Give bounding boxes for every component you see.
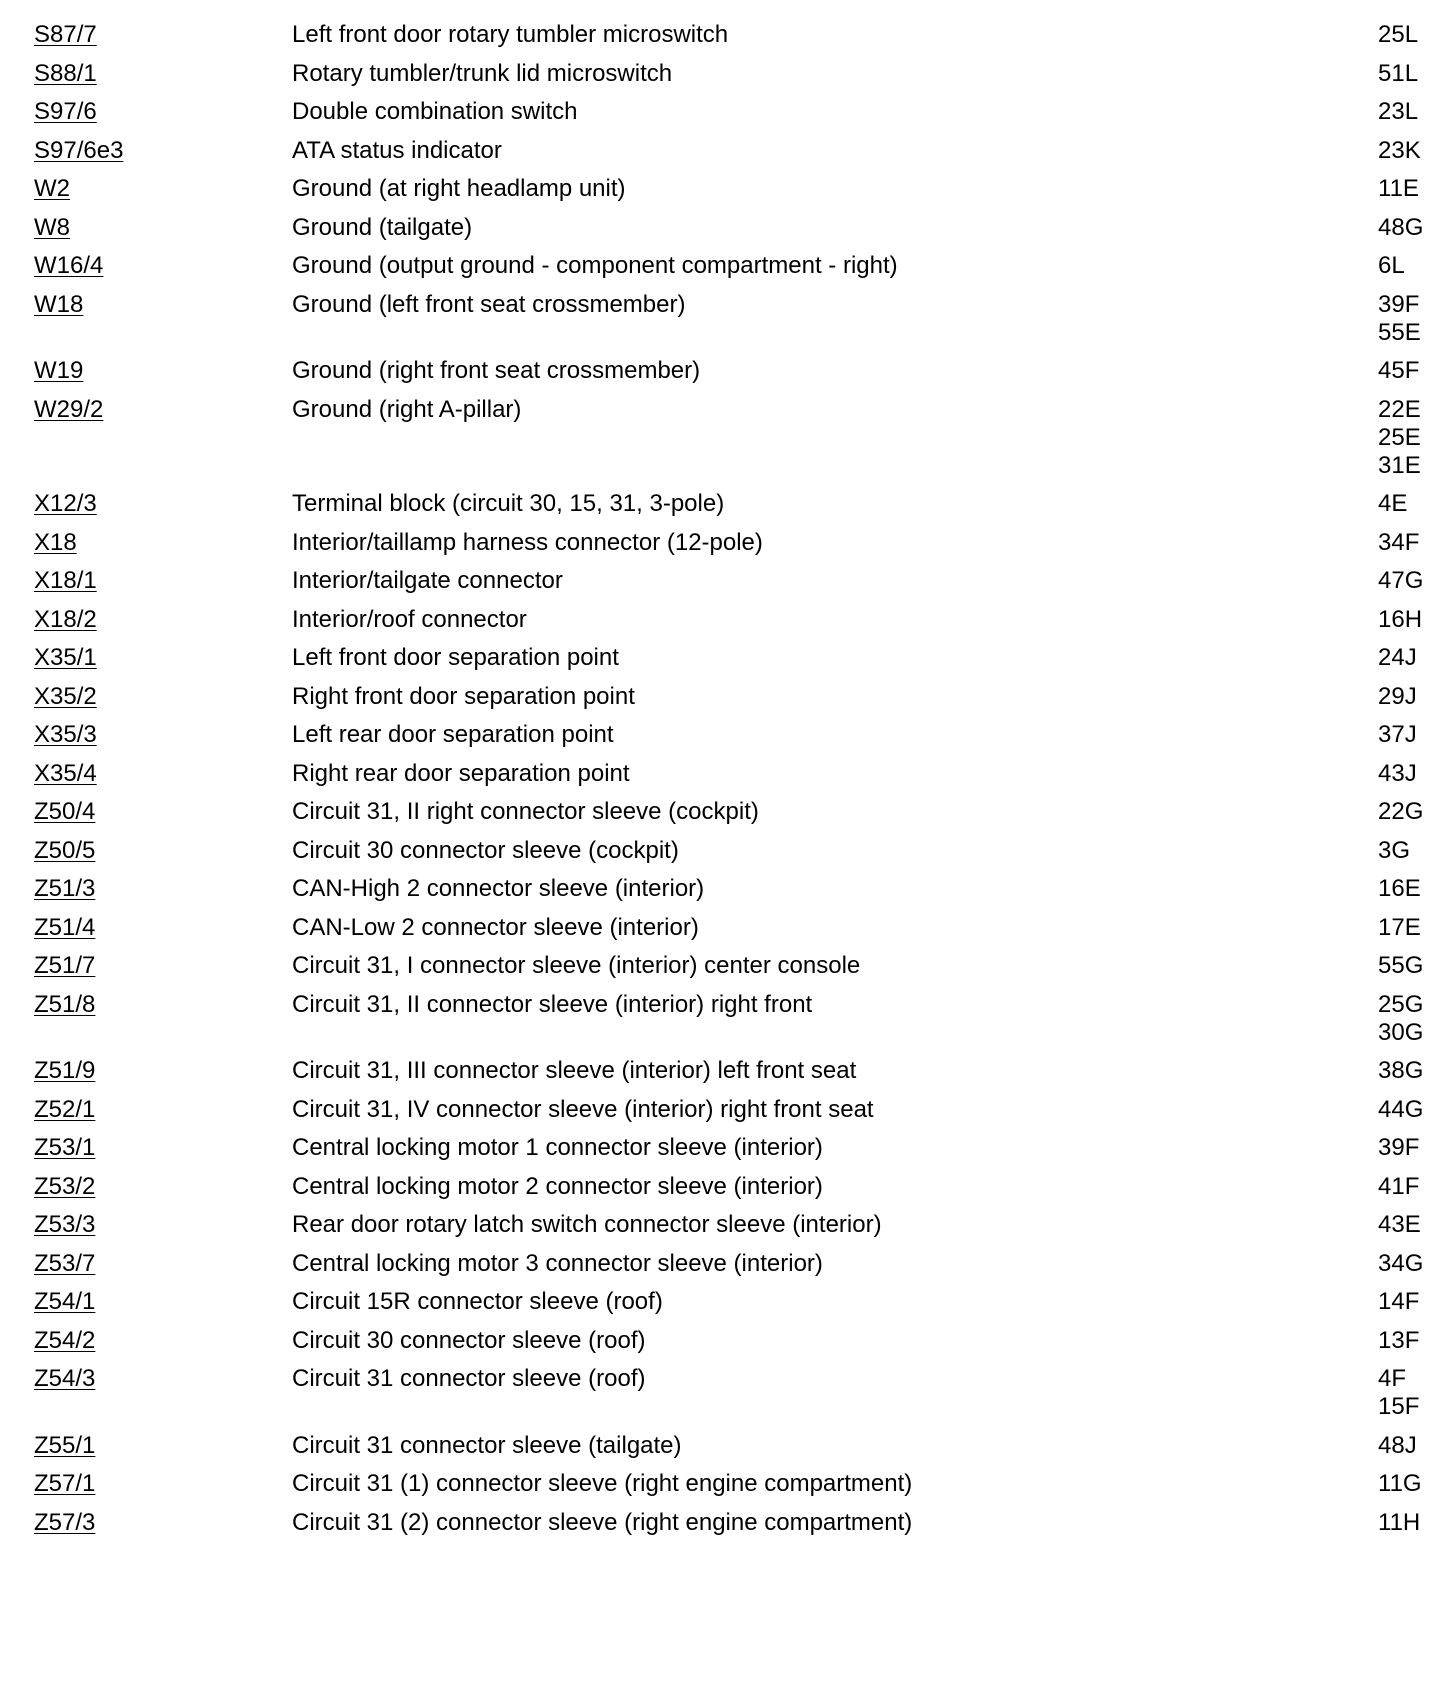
grid-location: 34G <box>1378 1249 1424 1277</box>
component-code-link[interactable]: W19 <box>34 357 84 384</box>
component-description: CAN-High 2 connector sleeve (interior) <box>292 875 705 902</box>
component-code-link[interactable]: Z53/7 <box>34 1249 96 1277</box>
component-code-link[interactable]: X18/1 <box>34 567 97 594</box>
legend-row <box>0 60 1456 99</box>
component-code-link[interactable]: Z51/4 <box>34 913 96 941</box>
grid-location: 51L <box>1378 59 1419 87</box>
component-description: Rotary tumbler/trunk lid microswitch <box>292 59 673 87</box>
grid-location: 14F <box>1378 1288 1420 1315</box>
grid-location: 34F <box>1378 528 1420 556</box>
component-code-link[interactable]: S97/6e3 <box>34 136 124 164</box>
component-description: Central locking motor 1 connector sleeve (interior) <box>292 1134 823 1161</box>
legend-row <box>0 214 1456 253</box>
component-description: Ground (right front seat crossmember) <box>292 357 701 384</box>
component-code-link[interactable]: W18 <box>34 290 84 318</box>
component-code-link[interactable]: Z54/2 <box>34 1326 96 1354</box>
component-code-link[interactable]: Z50/5 <box>34 836 96 864</box>
legend-row <box>0 175 1456 214</box>
grid-location: 6L <box>1378 252 1405 279</box>
legend-row <box>0 798 1456 837</box>
legend-row <box>0 357 1456 396</box>
component-code-link[interactable]: Z54/3 <box>34 1365 96 1392</box>
component-code-link[interactable]: Z53/2 <box>34 1172 96 1200</box>
component-code-link[interactable]: X35/1 <box>34 644 97 671</box>
grid-location-list <box>1378 606 1456 634</box>
legend-row <box>0 683 1456 722</box>
legend-row <box>0 1211 1456 1250</box>
legend-row <box>0 567 1456 606</box>
legend-row <box>0 1096 1456 1135</box>
grid-location-list <box>1378 991 1456 1047</box>
grid-location-list <box>1378 644 1456 672</box>
grid-location-list <box>1378 1211 1456 1239</box>
component-code-link[interactable]: X18 <box>34 528 77 556</box>
grid-location: 29J <box>1378 682 1417 710</box>
grid-location: 44G <box>1378 1095 1424 1123</box>
component-description: Circuit 31 connector sleeve (tailgate) <box>292 1431 682 1459</box>
component-code-link[interactable]: Z57/1 <box>34 1470 96 1497</box>
component-code-link[interactable]: Z53/3 <box>34 1211 96 1238</box>
component-code-link[interactable]: X35/4 <box>34 759 97 787</box>
grid-location: 43E <box>1378 1211 1421 1238</box>
grid-location: 55G <box>1378 952 1424 979</box>
component-code-link[interactable]: Z51/3 <box>34 875 96 902</box>
component-description: Ground (right A-pillar) <box>292 395 522 423</box>
grid-location: 17E <box>1378 913 1421 941</box>
grid-location-list <box>1378 1134 1456 1162</box>
grid-location: 37J <box>1378 721 1417 748</box>
legend-row <box>0 760 1456 799</box>
grid-location-list <box>1378 98 1456 126</box>
component-code-link[interactable]: W29/2 <box>34 395 104 423</box>
component-code-link[interactable]: Z51/7 <box>34 952 96 979</box>
legend-row <box>0 875 1456 914</box>
component-code-link[interactable]: Z51/8 <box>34 990 96 1018</box>
component-description: Circuit 31, III connector sleeve (interior) left front seat <box>292 1057 857 1084</box>
component-code-link[interactable]: W8 <box>34 213 70 241</box>
grid-location: 3G <box>1378 836 1411 864</box>
legend-row <box>0 721 1456 760</box>
grid-location-list <box>1378 21 1456 49</box>
grid-location: 47G <box>1378 567 1424 594</box>
grid-location-list <box>1378 529 1456 557</box>
legend-row <box>0 1134 1456 1173</box>
grid-location: 4F <box>1378 1365 1407 1392</box>
legend-row <box>0 644 1456 683</box>
component-description: Ground (at right headlamp unit) <box>292 175 626 202</box>
component-code-link[interactable]: Z53/1 <box>34 1134 96 1161</box>
component-description: Circuit 30 connector sleeve (cockpit) <box>292 836 679 864</box>
grid-location: 30G <box>1378 1018 1424 1046</box>
component-description: Circuit 31 (2) connector sleeve (right engine compartment) <box>292 1508 913 1536</box>
legend-row <box>0 1470 1456 1509</box>
grid-location: 23K <box>1378 136 1421 164</box>
grid-location-list <box>1378 396 1456 480</box>
legend-row <box>0 837 1456 876</box>
grid-location-list <box>1378 291 1456 347</box>
grid-location: 48G <box>1378 213 1424 241</box>
component-description: Circuit 31, II connector sleeve (interior) right front <box>292 990 813 1018</box>
grid-location-list <box>1378 1173 1456 1201</box>
component-description: Right front door separation point <box>292 682 635 710</box>
grid-location-list <box>1378 798 1456 826</box>
grid-location: 55E <box>1378 318 1421 346</box>
grid-location-list <box>1378 1288 1456 1316</box>
grid-location-list <box>1378 1250 1456 1278</box>
component-description: Ground (tailgate) <box>292 213 473 241</box>
legend-row <box>0 1173 1456 1212</box>
grid-location: 25L <box>1378 21 1419 48</box>
legend-row <box>0 914 1456 953</box>
grid-location-list <box>1378 214 1456 242</box>
grid-location-list <box>1378 721 1456 749</box>
legend-row <box>0 137 1456 176</box>
component-description: Circuit 31, II right connector sleeve (cockpit) <box>292 798 759 825</box>
legend-row <box>0 98 1456 137</box>
legend-row <box>0 991 1456 1058</box>
legend-row <box>0 490 1456 529</box>
component-code-link[interactable]: X12/3 <box>34 490 97 517</box>
grid-location-list <box>1378 252 1456 280</box>
component-code-link[interactable]: Z54/1 <box>34 1288 96 1315</box>
component-code-link[interactable]: W2 <box>34 175 70 202</box>
grid-location: 38G <box>1378 1057 1424 1084</box>
component-description: Circuit 31, IV connector sleeve (interior) right front seat <box>292 1095 874 1123</box>
component-code-link[interactable]: S88/1 <box>34 59 97 87</box>
component-description: Circuit 30 connector sleeve (roof) <box>292 1326 646 1354</box>
grid-location-list <box>1378 137 1456 165</box>
component-description: Central locking motor 2 connector sleeve (interior) <box>292 1172 823 1200</box>
grid-location-list <box>1378 1096 1456 1124</box>
legend-row <box>0 1509 1456 1548</box>
grid-location-list <box>1378 357 1456 385</box>
component-description: Terminal block (circuit 30, 15, 31, 3-pole) <box>292 490 725 517</box>
component-code-link[interactable]: Z51/9 <box>34 1057 96 1084</box>
grid-location-list <box>1378 1365 1456 1421</box>
component-description: Rear door rotary latch switch connector sleeve (interior) <box>292 1211 882 1238</box>
component-code-link[interactable]: W16/4 <box>34 252 104 279</box>
component-code-link[interactable]: Z52/1 <box>34 1095 96 1123</box>
grid-location: 39F <box>1378 1134 1420 1161</box>
grid-location: 25G <box>1378 990 1424 1018</box>
grid-location-list <box>1378 837 1456 865</box>
component-description: Double combination switch <box>292 98 578 125</box>
grid-location-list <box>1378 175 1456 203</box>
grid-location: 11H <box>1378 1508 1421 1536</box>
grid-location-list <box>1378 760 1456 788</box>
component-description: Central locking motor 3 connector sleeve (interior) <box>292 1249 823 1277</box>
grid-location: 22G <box>1378 798 1424 825</box>
grid-location: 22E <box>1378 395 1421 423</box>
grid-location: 4E <box>1378 490 1408 517</box>
component-description: Circuit 31 (1) connector sleeve (right engine compartment) <box>292 1470 913 1497</box>
legend-row <box>0 291 1456 358</box>
grid-location-list <box>1378 1470 1456 1498</box>
legend-row <box>0 252 1456 291</box>
grid-location-list <box>1378 1509 1456 1537</box>
component-code-link[interactable]: S97/6 <box>34 98 97 125</box>
grid-location: 16H <box>1378 605 1423 633</box>
grid-location: 23L <box>1378 98 1419 125</box>
legend-row <box>0 952 1456 991</box>
component-description: CAN-Low 2 connector sleeve (interior) <box>292 913 699 941</box>
component-description: Interior/taillamp harness connector (12-pole) <box>292 528 763 556</box>
component-description: Interior/tailgate connector <box>292 567 563 594</box>
component-description: Ground (output ground - component compartment - right) <box>292 252 898 279</box>
component-code-link[interactable]: Z55/1 <box>34 1431 96 1459</box>
grid-location: 11E <box>1378 175 1419 202</box>
legend-row <box>0 529 1456 568</box>
component-description: Circuit 31, I connector sleeve (interior) center console <box>292 952 861 979</box>
legend-row <box>0 1288 1456 1327</box>
legend-row <box>0 1432 1456 1471</box>
component-description: Right rear door separation point <box>292 759 630 787</box>
component-description: Left front door separation point <box>292 644 619 671</box>
legend-row <box>0 1365 1456 1432</box>
grid-location-list <box>1378 490 1456 518</box>
grid-location: 39F <box>1378 290 1420 318</box>
component-description: Circuit 31 connector sleeve (roof) <box>292 1365 646 1392</box>
grid-location-list <box>1378 1432 1456 1460</box>
legend-row <box>0 1327 1456 1366</box>
legend-row <box>0 21 1456 60</box>
grid-location: 31E <box>1378 451 1421 479</box>
grid-location-list <box>1378 567 1456 595</box>
grid-location-list <box>1378 952 1456 980</box>
legend-row <box>0 606 1456 645</box>
component-description: Ground (left front seat crossmember) <box>292 290 686 318</box>
grid-location-list <box>1378 683 1456 711</box>
grid-location: 45F <box>1378 357 1420 384</box>
grid-location-list <box>1378 1057 1456 1085</box>
grid-location: 15F <box>1378 1393 1420 1420</box>
grid-location: 48J <box>1378 1431 1417 1459</box>
grid-location: 13F <box>1378 1326 1420 1354</box>
grid-location-list <box>1378 1327 1456 1355</box>
component-description: Interior/roof connector <box>292 605 527 633</box>
component-code-link[interactable]: Z50/4 <box>34 798 96 825</box>
component-code-link[interactable]: X35/2 <box>34 682 97 710</box>
component-code-link[interactable]: X18/2 <box>34 605 97 633</box>
grid-location: 43J <box>1378 759 1417 787</box>
component-code-link[interactable]: Z57/3 <box>34 1508 96 1536</box>
grid-location: 24J <box>1378 644 1417 671</box>
grid-location-list <box>1378 60 1456 88</box>
component-description: Left rear door separation point <box>292 721 614 748</box>
legend-row <box>0 396 1456 491</box>
component-code-link[interactable]: S87/7 <box>34 21 97 48</box>
component-description: Circuit 15R connector sleeve (roof) <box>292 1288 663 1315</box>
grid-location: 11G <box>1378 1470 1422 1497</box>
legend-row <box>0 1057 1456 1096</box>
component-code-link[interactable]: X35/3 <box>34 721 97 748</box>
component-description: Left front door rotary tumbler microswitch <box>292 21 729 48</box>
component-description: ATA status indicator <box>292 136 502 164</box>
grid-location: 25E <box>1378 423 1421 451</box>
legend-row <box>0 1250 1456 1289</box>
grid-location: 41F <box>1378 1172 1420 1200</box>
grid-location-list <box>1378 914 1456 942</box>
grid-location-list <box>1378 875 1456 903</box>
grid-location: 16E <box>1378 875 1421 902</box>
